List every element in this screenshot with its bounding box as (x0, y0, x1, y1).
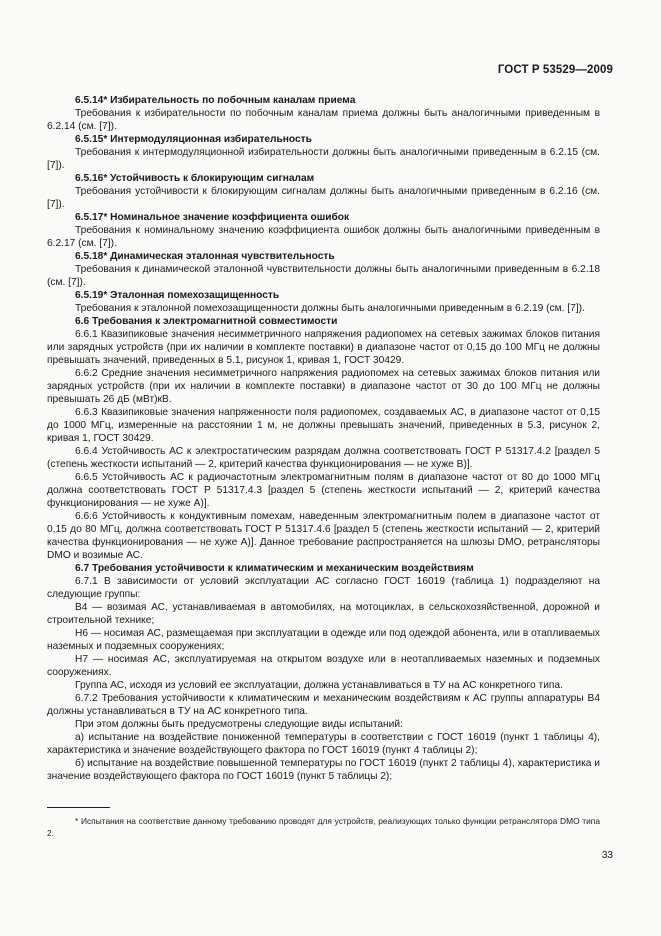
paragraph: 6.6.3 Квазипиковые значения напряженности поля радиопомех, создаваемых АС, в диапазоне частот от 0,15 до 1000 МГц, измеренные на расстоянии 1 м, не должны превышать значений, приведенных в 5.3, рисунок 2, кривая 1, ГОСТ 30429. (47, 407, 600, 444)
footnote-divider (47, 807, 110, 808)
paragraph: 6.7.2 Требования устойчивости к климатическим и механическим воздействиям к АС группы аппаратуры В4 должны устанавливаться в ТУ на АС конкретного типа. (47, 693, 600, 717)
paragraph: Н7 — носимая АС, эксплуатируемая на открытом воздухе или в неотапливаемых наземных и подземных сооружениях. (47, 654, 600, 678)
paragraph: Требования к динамической эталонной чувствительности должны быть аналогичными приведенным в 6.2.18 (см. [7]). (47, 264, 600, 288)
paragraph: 6.6.1 Квазипиковые значения несимметричного напряжения радиопомех на сетевых зажимах блоков питания или зарядных устройств (при их наличии в комплекте поставки) в диапазоне частот от 0,15 до 100 МГц не должны превышать значений, приведенных в 5.1, рисунок 1, кривая 1, ГОСТ 30429. (47, 329, 600, 366)
paragraph: 6.6.2 Средние значения несимметричного напряжения радиопомех на сетевых зажимах блоков питания или зарядных устройств (при их наличии в комплекте поставки) в диапазоне частот от 30 до 100 МГц не должны превышать 26 дБ (мВт)кВ. (47, 368, 600, 405)
paragraph: Требования устойчивости к блокирующим сигналам должны быть аналогичными приведенным в 6.2.16 (см. [7]). (47, 186, 600, 210)
paragraph: Н6 — носимая АС, размещаемая при эксплуатации в одежде или под одеждой абонента, или в отапливаемых наземных и подземных сооружениях; (47, 628, 600, 652)
paragraph: Группа АС, исходя из условий ее эксплуатации, должна устанавливаться в ТУ на АС конкретного типа. (75, 680, 563, 691)
section-heading: 6.5.18* Динамическая эталонная чувствительность (75, 251, 335, 262)
section-heading: 6.5.14* Избирательность по побочным каналам приема (75, 95, 356, 106)
paragraph: Требования к избирательности по побочным каналам приема должны быть аналогичными приведенным в 6.2.14 (см. [7]). (47, 108, 600, 132)
document-body (47, 94, 600, 783)
section-heading: 6.6 Требования к электромагнитной совместимости (75, 316, 338, 327)
paragraph: В4 — возимая АС, устанавливаемая в автомобилях, на мотоциклах, в сельскохозяйственной, дорожной и строительной технике; (47, 602, 600, 626)
page-number: 33 (601, 850, 613, 861)
paragraph: б) испытание на воздействие повышенной температуры по ГОСТ 16019 (пункт 2 таблицы 4), характеристика и значение воздействующего фактора по ГОСТ 16019 (пункт 5 таблицы 2); (47, 758, 600, 782)
paragraph: а) испытание на воздействие пониженной температуры в соответствии с ГОСТ 16019 (пункт 1 таблицы 4), характеристика и значение воздействующего фактора по ГОСТ 16019 (пункт 4 таблицы 2); (47, 732, 600, 756)
section-heading: 6.5.19* Эталонная помехозащищенность (75, 290, 280, 301)
section-heading: 6.5.16* Устойчивость к блокирующим сигналам (75, 173, 315, 184)
section-heading: 6.5.17* Номинальное значение коэффициента ошибок (75, 212, 350, 223)
document-header: ГОСТ Р 53529—2009 (497, 64, 613, 76)
paragraph: При этом должны быть предусмотрены следующие виды испытаний: (75, 719, 403, 730)
section-heading: 6.7 Требования устойчивости к климатическим и механическим воздействиям (75, 563, 474, 574)
section-heading: 6.5.15* Интермодуляционная избирательность (75, 134, 312, 145)
paragraph: Требования к номинальному значению коэффициента ошибок должны быть аналогичными приведенным в 6.2.17 (см. [7]). (47, 225, 600, 249)
footnote: * Испытания на соответствие данному требованию проводят для устройств, реализующих только функции ретранслятора DMO типа 2. (47, 816, 600, 838)
paragraph: 6.6.4 Устойчивость АС к электростатическим разрядам должна соответствовать ГОСТ Р 51317.4.2 [раздел 5 (степень жесткости испытаний — 2, критерий качества функционирования — не хуже В)]. (47, 446, 600, 470)
paragraph: 6.6.5 Устойчивость АС к радиочастотным электромагнитным полям в диапазоне частот от 80 до 1000 МГц должна соответствовать ГОСТ Р 51317.4.3 [раздел 5 (степень жесткости испытаний — 2, критерий качества функционирования — не хуже А)]. (47, 472, 600, 509)
paragraph: Требования к интермодуляционной избирательности должны быть аналогичными приведенным в 6.2.15 (см. [7]). (47, 147, 600, 171)
paragraph: 6.7.1 В зависимости от условий эксплуатации АС согласно ГОСТ 16019 (таблица 1) подразделяют на следующие группы: (47, 576, 600, 600)
paragraph: Требования к эталонной помехозащищенности должны быть аналогичными приведенным в 6.2.19 (см. [7]). (75, 303, 585, 314)
paragraph: 6.6.6 Устойчивость к кондуктивным помехам, наведенным электромагнитным полем в диапазоне частот от 0,15 до 80 МГц, должна соответствовать ГОСТ Р 51317.4.6 [раздел 5 (степень жесткости испытаний — 2, критерий качества функционирования — не хуже А)]. Данное требование распространяется на шлюзы DMO, ретрансляторы DMO и возимые АС. (47, 511, 600, 561)
